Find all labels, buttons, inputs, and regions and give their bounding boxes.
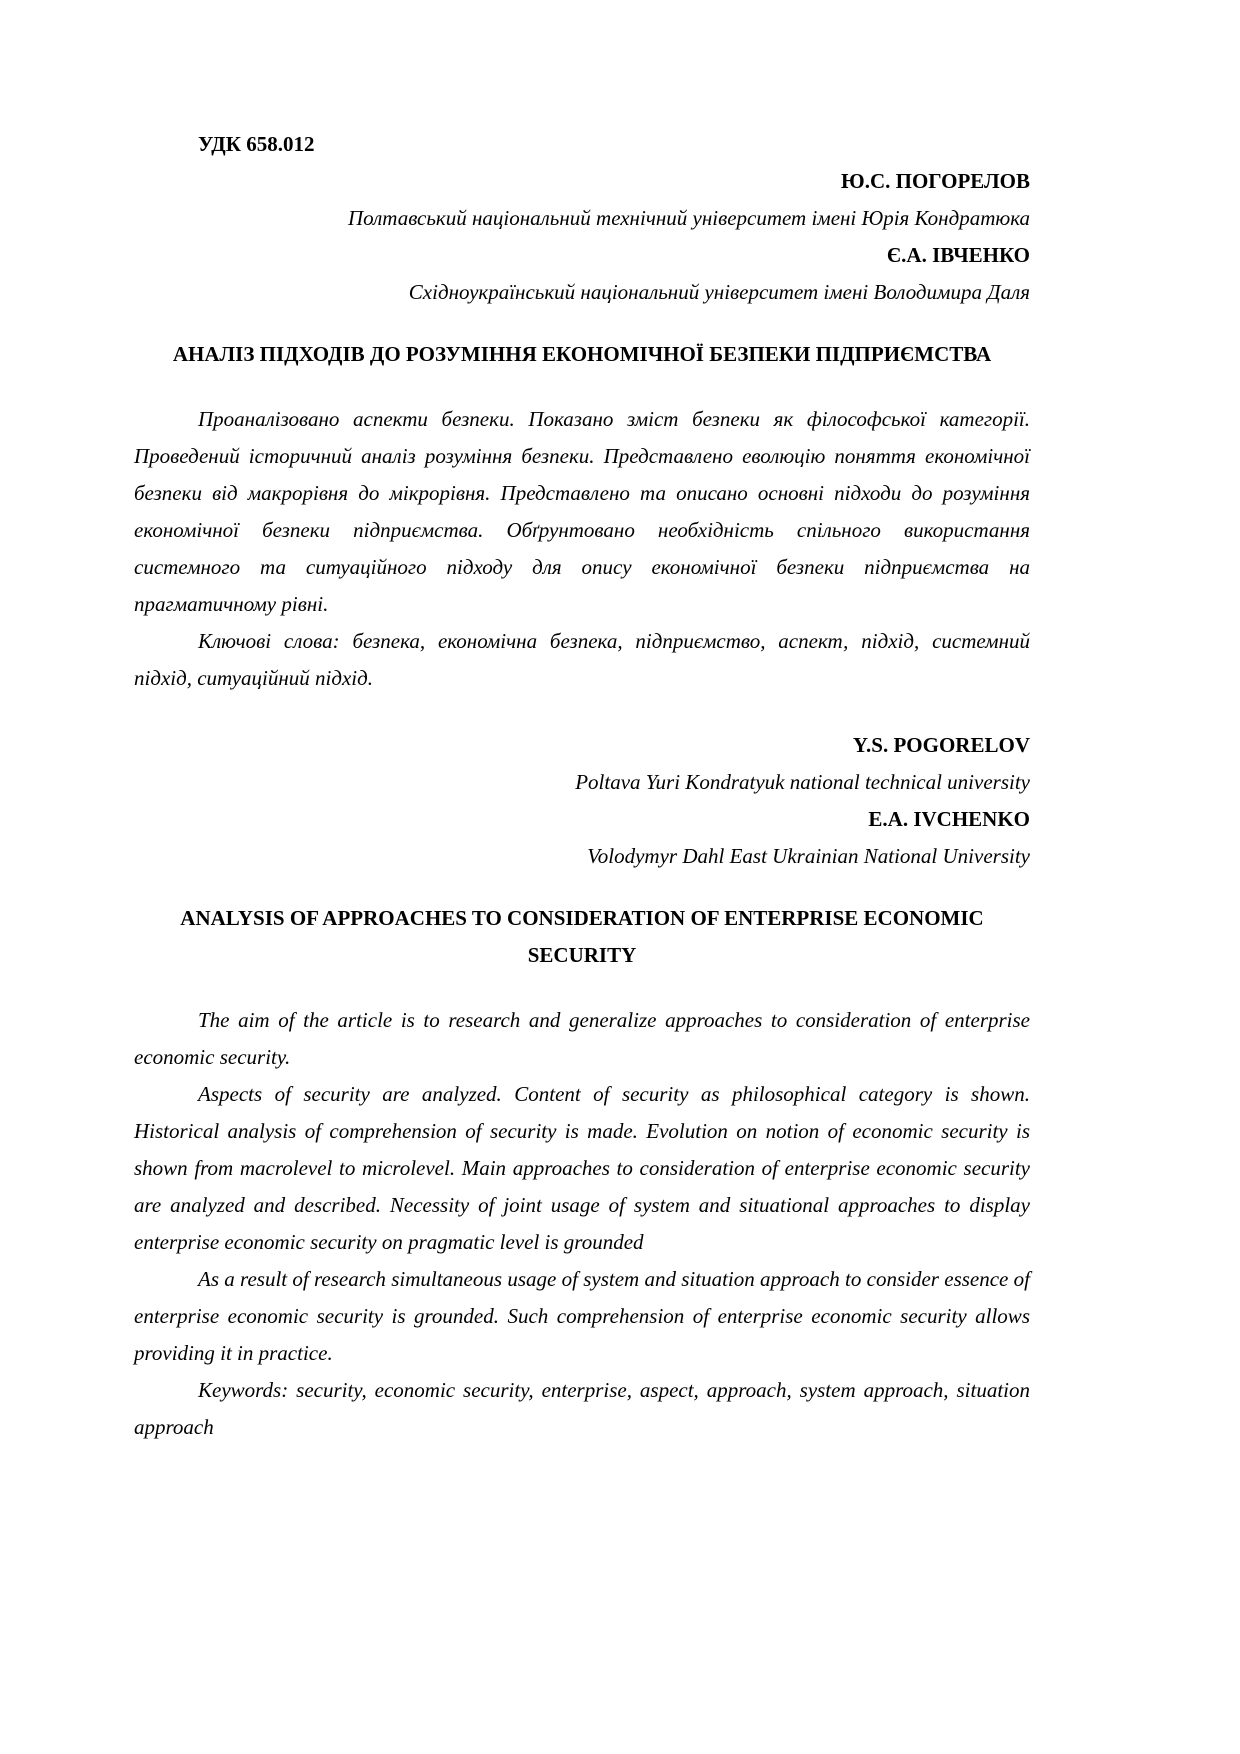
author-en-1-affiliation: Poltava Yuri Kondratyuk national technical university bbox=[575, 770, 1030, 794]
author-uk-2-affiliation: Східноукраїнський національний університет імені Володимира Даля bbox=[408, 280, 1030, 304]
abstract-en-paragraph-aim: The aim of the article is to research and generalize approaches to consideration of enterprise economic security. bbox=[134, 1008, 1030, 1069]
author-en-2-affiliation: Volodymyr Dahl East Ukrainian National University bbox=[587, 844, 1030, 868]
title-en: ANALYSIS OF APPROACHES TO CONSIDERATION OF ENTERPRISE ECONOMIC SECURITY bbox=[180, 906, 984, 967]
author-en-2-name: E.A. IVCHENKO bbox=[868, 807, 1030, 831]
abstract-en-paragraph-result: As a result of research simultaneous usage of system and situation approach to consider essence of enterprise economic security is grounded. Such comprehension of enterprise economic security allows providing it in practice. bbox=[134, 1267, 1030, 1365]
abstract-en-paragraph-content: Aspects of security are analyzed. Content of security as philosophical category is shown. Historical analysis of comprehension of security is made. Evolution on notion of economic security is shown from macrolevel to microlevel. Main approaches to consideration of enterprise economic security are analyzed and described. Necessity of joint usage of system and situational approaches to display enterprise economic security on pragmatic level is grounded bbox=[134, 1082, 1030, 1254]
abstract-uk-block bbox=[134, 401, 1030, 697]
abstract-uk-text: Проаналізовано аспекти безпеки. Показано зміст безпеки як філософської категорії. Проведений історичний аналіз розуміння безпеки. Представлено еволюцію поняття економічної безпеки від макрорівня до мікрорівня. Представлено та описано основні підходи до розуміння економічної безпеки підприємства. Обґрунтовано необхідність спільного використання системного та ситуаційного підходу для опису економічної безпеки підприємства на прагматичному рівні. bbox=[134, 407, 1030, 616]
keywords-uk: Ключові слова: безпека, економічна безпека, підприємство, аспект, підхід, системний підхід, ситуаційний підхід. bbox=[134, 629, 1030, 690]
title-uk: АНАЛІЗ ПІДХОДІВ ДО РОЗУМІННЯ ЕКОНОМІЧНОЇ БЕЗПЕКИ ПІДПРИЄМСТВА bbox=[172, 342, 992, 366]
authors-en-block bbox=[134, 727, 1030, 875]
abstract-en-block bbox=[134, 1002, 1030, 1446]
author-uk-1-name: Ю.С. ПОГОРЕЛОВ bbox=[841, 169, 1030, 193]
author-en-1-name: Y.S. POGORELOV bbox=[852, 733, 1030, 757]
spacer bbox=[134, 697, 1030, 727]
authors-uk-block bbox=[134, 163, 1030, 311]
author-uk-2-name: Є.А. ІВЧЕНКО bbox=[886, 243, 1030, 267]
author-uk-1-affiliation: Полтавський національний технічний університет імені Юрія Кондратюка bbox=[347, 206, 1030, 230]
udc-number: УДК 658.012 bbox=[198, 132, 315, 156]
keywords-en: Keywords: security, economic security, enterprise, aspect, approach, system approach, situation approach bbox=[134, 1378, 1030, 1439]
